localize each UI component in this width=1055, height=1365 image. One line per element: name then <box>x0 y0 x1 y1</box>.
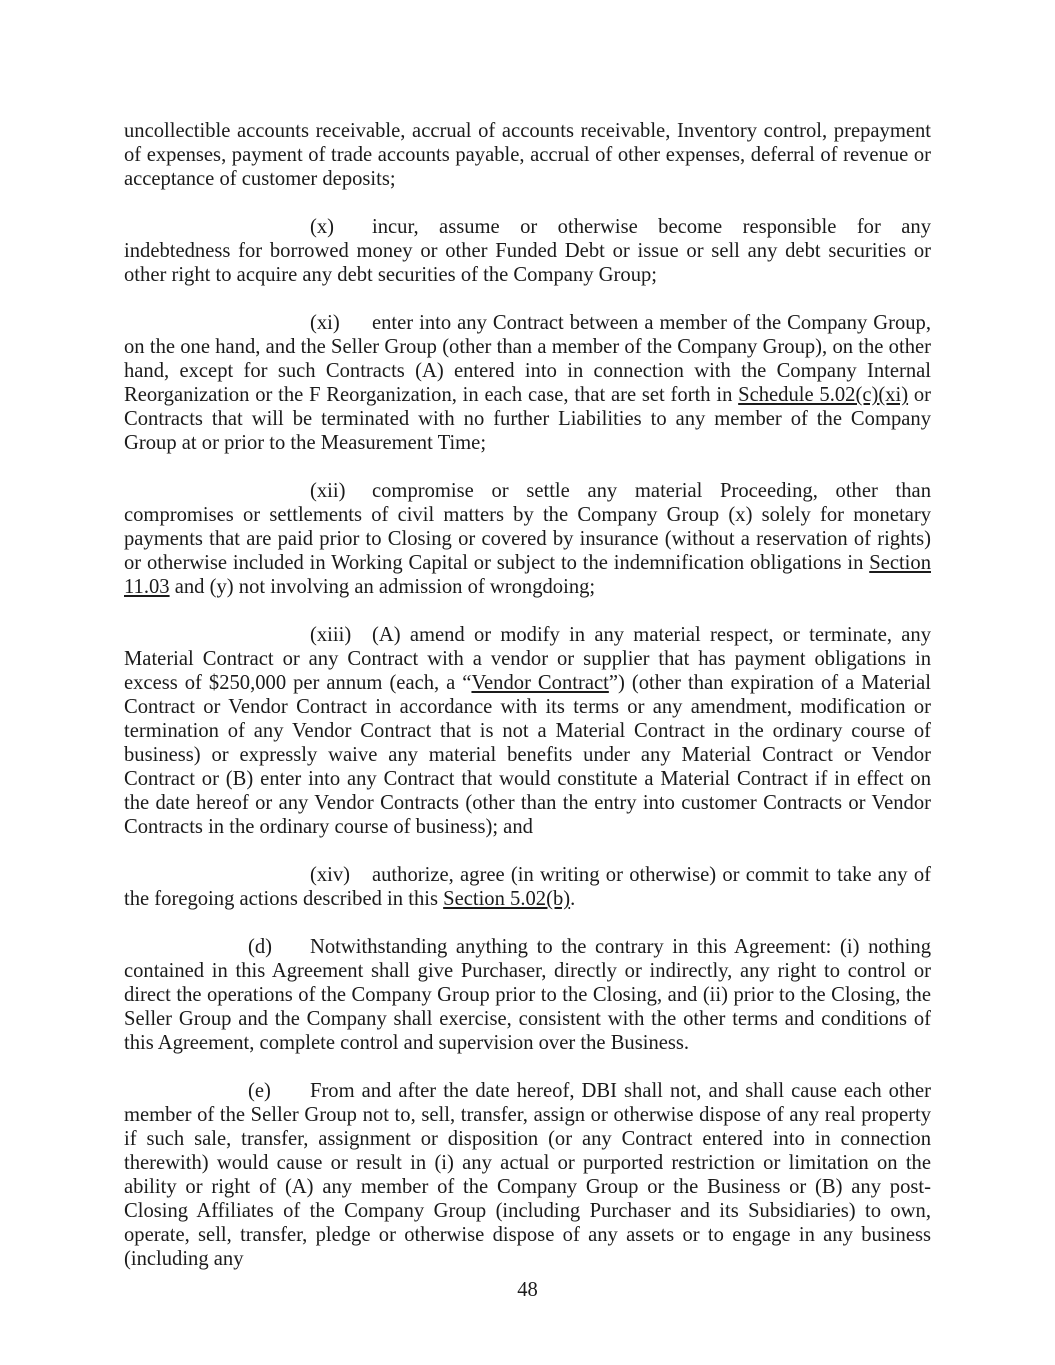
text-run: ”) (other than expiration of a Material Contract or Vendor Contract in accordance with its terms or any amendment, modification or termination of any Vendor Contract that is not a Material Contract in the ordinary course of business) or expressly waive any material benefits under any Material Contract or Vendor Contract or (B) enter into any Contract that would constitute a Material Contract if in effect on the date hereof or any Vendor Contracts (other than the entry into customer Contracts or Vendor Contracts in the ordinary course of business); and <box>124 672 931 838</box>
clause-xiii <box>124 623 931 839</box>
para-e-label: (e) <box>248 1080 271 1102</box>
text-run: uncollectible accounts receivable, accrual of accounts receivable, Inventory control, prepayment of expenses, payment of trade accounts payable, accrual of other expenses, deferral of revenue or acceptance of customer deposits; <box>124 120 931 190</box>
clause-xi <box>124 311 931 455</box>
para-continuation <box>124 119 931 191</box>
para-d-label: (d) <box>248 936 273 958</box>
clause-x <box>124 215 931 287</box>
clause-xiv <box>124 863 931 911</box>
document-body <box>124 119 931 1295</box>
page-number: 48 <box>517 1279 538 1301</box>
clause-xiv-label: (xiv) <box>310 864 351 886</box>
cross-reference: Schedule 5.02(c)(xi) <box>738 384 909 406</box>
clause-xi-label: (xi) <box>310 312 340 334</box>
text-run: . <box>570 888 576 910</box>
clause-xii-label: (xii) <box>310 480 346 502</box>
text-run: (A) amend or modify in any material respect, or terminate, any Material Contract or any Contract with a vendor or supplier that has payment obligations in excess of $250,000 per annum (each, a “ <box>124 624 931 694</box>
text-run: compromise or settle any material Proceeding, other than compromises or settlements of civil matters by the Company Group (x) solely for monetary payments that are paid prior to Closing or covered by insurance (without a reservation of rights) or otherwise included in Working Capital or subject to the indemnification obligations in <box>124 480 931 574</box>
cross-reference: Section 11.03 <box>124 552 931 598</box>
text-run: authorize, agree (in writing or otherwise) or commit to take any of the foregoing actions described in this <box>124 864 931 910</box>
para-e <box>124 1079 931 1271</box>
cross-reference: Section 5.02(b) <box>443 888 571 910</box>
text-run: and (y) not involving an admission of wrongdoing; <box>169 576 596 598</box>
text-run: or Contracts that will be terminated with no further Liabilities to any member of the Company Group at or prior to the Measurement Time; <box>124 384 931 454</box>
clause-xiii-label: (xiii) <box>310 624 352 646</box>
text-run: enter into any Contract between a member of the Company Group, on the one hand, and the Seller Group (other than a member of the Company Group), on the other hand, except for such Contracts (A) entered into in connection with the Company Internal Reorganization or the F Reorganization, in each case, that are set forth in <box>124 312 931 406</box>
clause-xii <box>124 479 931 599</box>
cross-reference: Vendor Contract <box>471 672 609 694</box>
text-run: Notwithstanding anything to the contrary in this Agreement: (i) nothing contained in this Agreement shall give Purchaser, directly or indirectly, any right to control or direct the operations of the Company Group prior to the Closing, and (ii) prior to the Closing, the Seller Group and the Company shall exercise, consistent with the other terms and conditions of this Agreement, complete control and supervision over the Business. <box>124 936 931 1054</box>
clause-x-label: (x) <box>310 216 335 238</box>
para-d <box>124 935 931 1055</box>
text-run: incur, assume or otherwise become responsible for any indebtedness for borrowed money or other Funded Debt or issue or sell any debt securities or other right to acquire any debt securities of the Company Group; <box>124 216 931 286</box>
text-run: From and after the date hereof, DBI shall not, and shall cause each other member of the Seller Group not to, sell, transfer, assign or otherwise dispose of any real property if such sale, transfer, assignment or disposition (or any Contract entered into in connection therewith) would cause or result in (i) any actual or purported restriction or limitation on the ability or right of (A) any member of the Company Group or the Business or (B) any post-Closing Affiliates of the Company Group (including Purchaser and its Subsidiaries) to own, operate, sell, transfer, pledge or otherwise dispose of any assets or to engage in any business (including any <box>124 1080 931 1270</box>
